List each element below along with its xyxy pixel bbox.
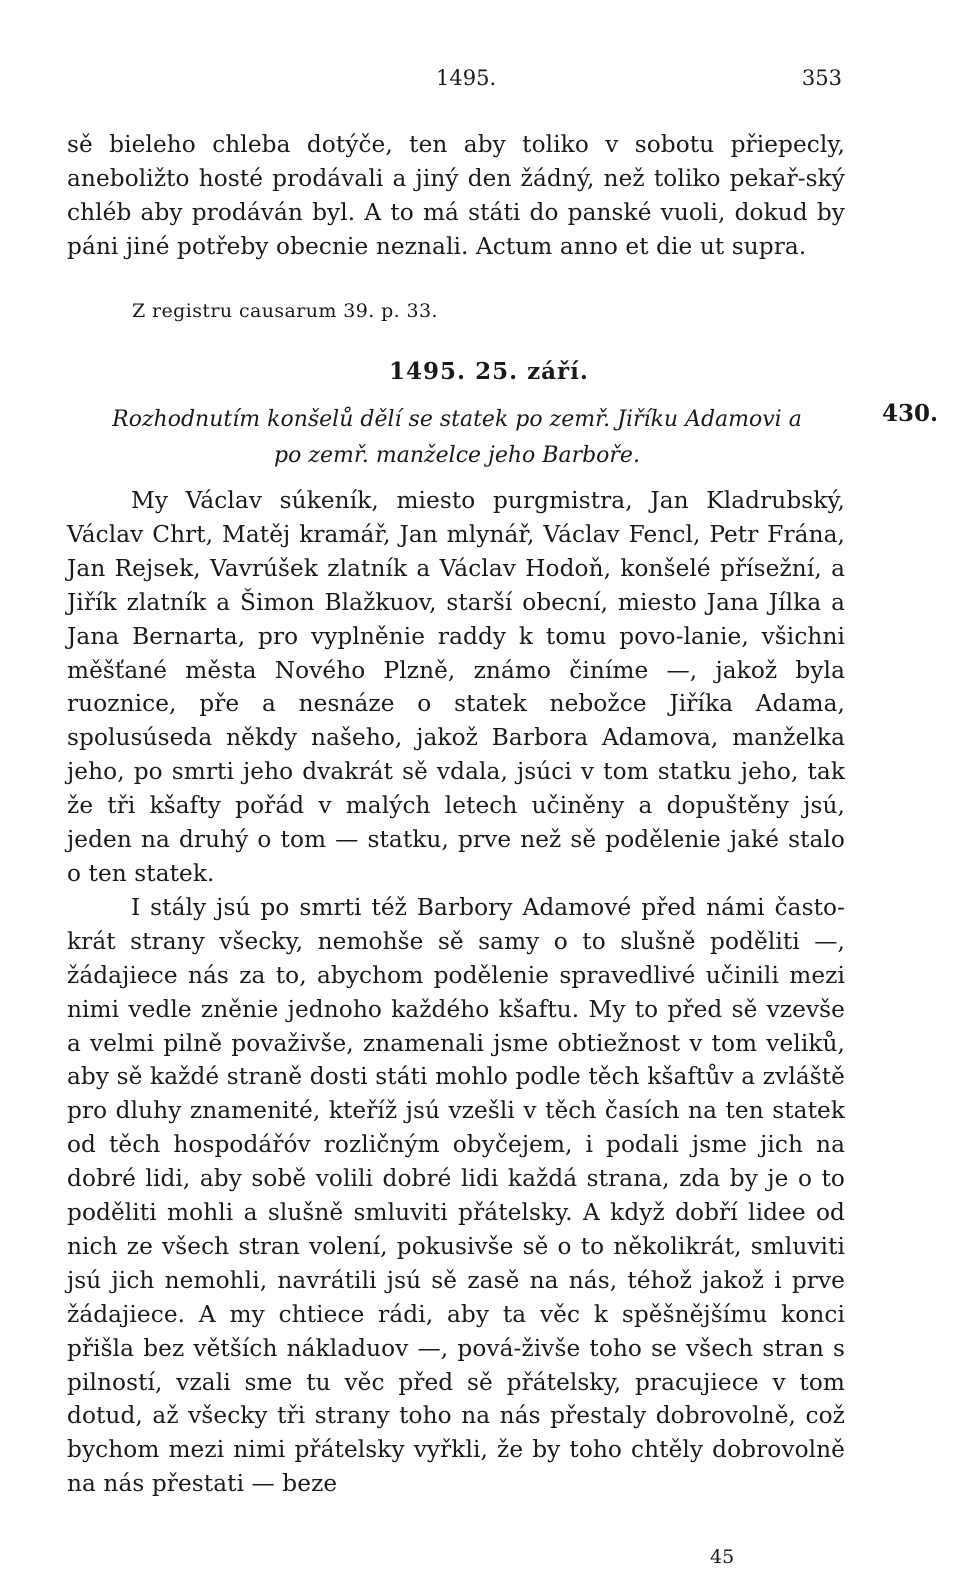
signature-mark: 45	[710, 1546, 735, 1568]
entry-regest: Rozhodnutím konšelů dělí se statek po zemř. Jiříku Adamovi a po zemř. manželce jeho Barboře.	[112, 407, 802, 468]
document-number: 430.	[881, 400, 938, 427]
continued-text: sě bieleho chleba dotýče, ten aby toliko v sobotu přiepecly, aneboližto hosté prodávali a jiný den žádný, než toliko pekař-ský chléb aby prodáván byl. A to má státi do panské vuoli, dokud by páni jiné potřeby obecnie neznali. Actum anno et die ut supra.	[67, 131, 845, 260]
paragraph: My Václav súkeník, miesto purgmistra, Jan Kladrubský, Václav Chrt, Matěj kramář, Jan mlynář, Václav Fencl, Petr Frána, Jan Rejsek, Vavrúšek zlatník a Václav Hodoň, konšelé přísežní, a Jiřík zlatník a Šimon Blažkuov, starší obecní, miesto Jana Jílka a Jana Bernarta, pro vyplněnie raddy k tomu povo-lanie, všichni měšťané města Nového Plzně, známo činíme —, jakož byla ruoznice, pře a nesnáze o statek nebožce Jiříka Adama, spolusúseda někdy našeho, jakož Barbora Adamova, manželka jeho, po smrti jeho dvakrát sě vdala, jsúci v tom statku jeho, tak že tři kšafty pořád v malých letech učiněny a dopuštěny jsú, jeden na druhý o tom — statku, prve než sě podělenie jaké stalo o ten statek.	[67, 487, 845, 887]
running-year: 1495.	[436, 66, 497, 90]
entry-date: 1495. 25. září.	[389, 358, 589, 385]
source-note: Z registru causarum 39. p. 33.	[132, 300, 438, 322]
paragraph: I stály jsú po smrti též Barbory Adamové před námi často-krát strany všecky, nemohše sě samy o to slušně poděliti —, žádajiece nás za to, abychom podělenie spravedlivé učinili mezi nimi vedle zněnie jednoho každého kšaftu. My to před sě vzevše a velmi pilně považivše, znamenali jsme obtiežnost v tom veliků, aby sě každé straně dosti státi mohlo podle těch kšaftův a zvláště pro dluhy znamenité, kteříž jsú vzešli v těch časích na ten statek od těch hospodářóv rozličným obyčejem, i podali jsme jich na dobré lidi, aby sobě volili dobré lidi každá strana, zda by je o to poděliti mohli a slušně smluviti přátelsky. A když dobří lidee od nich ze všech stran volení, pokusivše sě o to několikrát, smluviti jsú jich nemohli, navrátili jsú sě zasě na nás, téhož jakož i prve žádajiece. A my chtiece rádi, aby ta věc k spěšnějšímu konci přišla bez větších nákladuov —, pová-živše toho se všech stran s pilností, vzali sme tu věc před sě přátelsky, pracujiece v tom dotud, až všecky tři strany toho na nás přestaly dobrovolně, což bychom mezi nimi přátelsky vyřkli, že by toho chtěly dobrovolně na nás přestati — beze	[67, 893, 845, 1498]
running-head	[0, 66, 960, 96]
page-number: 353	[801, 66, 842, 90]
main-text	[67, 484, 845, 1501]
